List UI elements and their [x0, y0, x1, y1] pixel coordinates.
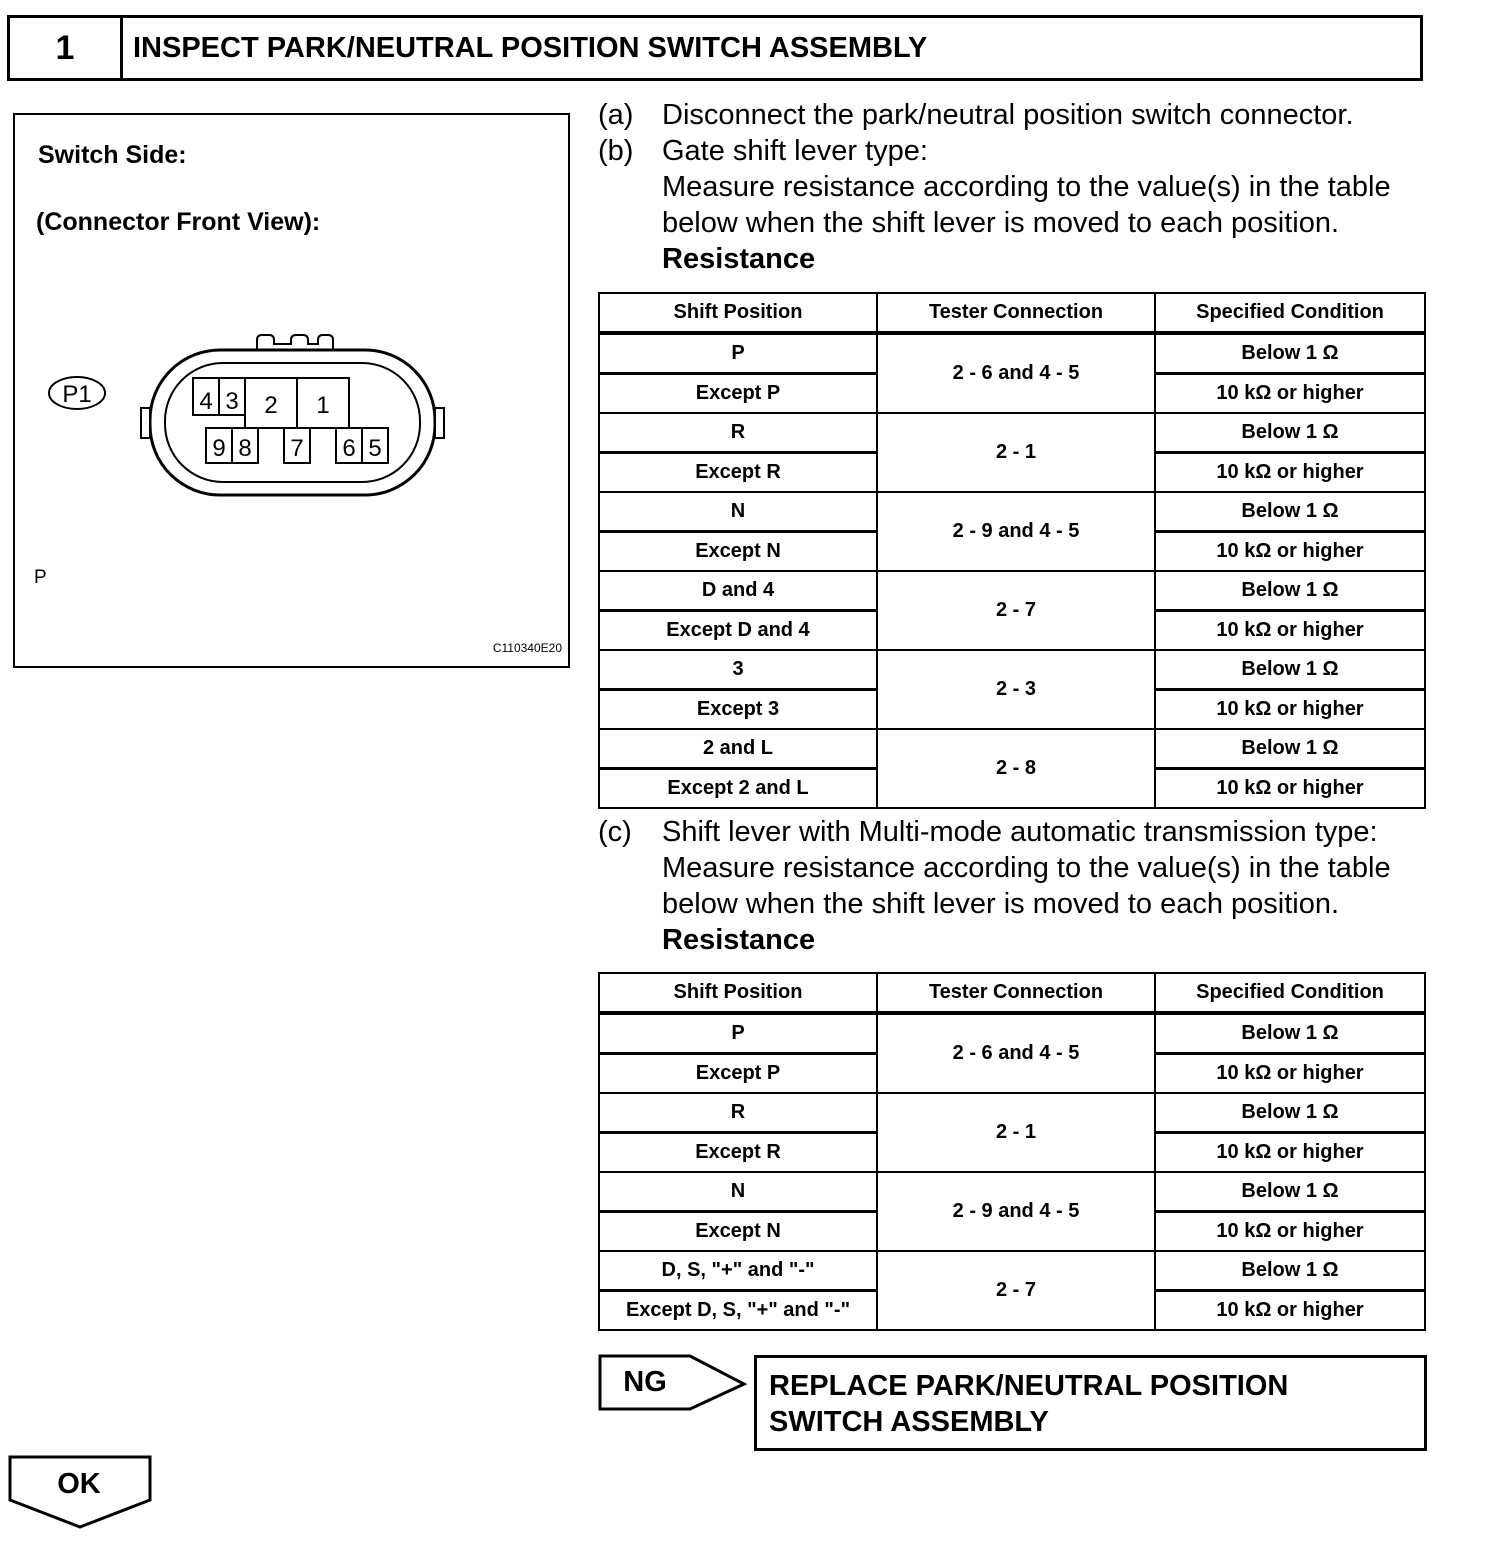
step-c-heading: Resistance	[662, 924, 816, 956]
specified-condition-cell: 10 kΩ or higher	[1155, 1054, 1425, 1094]
terminal-1: 1	[316, 392, 330, 419]
shift-position-cell: Except N	[599, 1212, 877, 1252]
shift-position-cell: Except D, S, "+" and "-"	[599, 1291, 877, 1331]
shift-position-cell: Except D and 4	[599, 611, 877, 651]
tester-connection-cell: 2 - 6 and 4 - 5	[877, 333, 1155, 413]
terminal-5: 5	[368, 435, 382, 462]
tester-connection-cell: 2 - 1	[877, 1093, 1155, 1172]
replace-action-line2: SWITCH ASSEMBLY	[769, 1406, 1049, 1438]
step-number: 1	[10, 18, 123, 78]
specified-condition-cell: Below 1 Ω	[1155, 571, 1425, 611]
shift-position-cell: D, S, "+" and "-"	[599, 1251, 877, 1291]
steps-ab	[598, 97, 1428, 277]
step-a-letter: (a)	[598, 99, 634, 131]
specified-condition-cell: 10 kΩ or higher	[1155, 453, 1425, 493]
table-row	[599, 492, 1425, 532]
step-b-letter: (b)	[598, 135, 634, 167]
step-c-letter: (c)	[598, 816, 632, 848]
terminal-7: 7	[290, 435, 304, 462]
terminal-3: 3	[225, 388, 239, 415]
specified-condition-cell: Below 1 Ω	[1155, 413, 1425, 453]
tester-connection-cell: 2 - 9 and 4 - 5	[877, 492, 1155, 571]
connector-view-label: (Connector Front View):	[36, 208, 321, 236]
shift-position-cell: Except 3	[599, 690, 877, 730]
table-row	[599, 333, 1425, 374]
ng-arrow	[598, 1354, 748, 1417]
figure-code: C110340E20	[492, 641, 562, 655]
connector-tab-right	[435, 408, 444, 438]
col-header-tester-connection: Tester Connection	[877, 293, 1155, 333]
specified-condition-cell: 10 kΩ or higher	[1155, 769, 1425, 809]
table-row	[599, 1172, 1425, 1212]
specified-condition-cell: Below 1 Ω	[1155, 492, 1425, 532]
connector-inner	[165, 363, 420, 482]
specified-condition-cell: Below 1 Ω	[1155, 1172, 1425, 1212]
specified-condition-cell: 10 kΩ or higher	[1155, 1291, 1425, 1331]
ng-label: NG	[623, 1366, 667, 1398]
shift-position-cell: R	[599, 1093, 877, 1133]
tester-connection-cell: 2 - 7	[877, 571, 1155, 650]
shift-position-cell: N	[599, 1172, 877, 1212]
step-b-line1: Gate shift lever type:	[662, 135, 928, 167]
table-row	[599, 650, 1425, 690]
shift-position-cell: Except P	[599, 1054, 877, 1094]
step-b-heading: Resistance	[662, 243, 816, 275]
shift-position-cell: Except R	[599, 453, 877, 493]
specified-condition-cell: 10 kΩ or higher	[1155, 690, 1425, 730]
shift-position-cell: Except P	[599, 374, 877, 414]
step-c-line1: Shift lever with Multi-mode automatic transmission type:	[662, 816, 1378, 848]
specified-condition-cell: Below 1 Ω	[1155, 333, 1425, 374]
tester-connection-cell: 2 - 1	[877, 413, 1155, 492]
tester-connection-cell: 2 - 6 and 4 - 5	[877, 1013, 1155, 1093]
terminal-8: 8	[238, 435, 252, 462]
step-b-line3: below when the shift lever is moved to each position.	[662, 207, 1340, 239]
shift-position-cell: R	[599, 413, 877, 453]
position-label: P	[34, 567, 47, 588]
specified-condition-cell: Below 1 Ω	[1155, 1013, 1425, 1054]
specified-condition-cell: 10 kΩ or higher	[1155, 611, 1425, 651]
connector-tab-left	[141, 408, 150, 438]
col-header-tester-connection: Tester Connection	[877, 973, 1155, 1013]
specified-condition-cell: 10 kΩ or higher	[1155, 1133, 1425, 1173]
tester-connection-cell: 2 - 3	[877, 650, 1155, 729]
tester-connection-cell: 2 - 9 and 4 - 5	[877, 1172, 1155, 1251]
shift-position-cell: Except 2 and L	[599, 769, 877, 809]
shift-position-cell: 2 and L	[599, 729, 877, 769]
col-header-shift-position: Shift Position	[599, 973, 877, 1013]
col-header-specified-condition: Specified Condition	[1155, 293, 1425, 333]
table-row	[599, 1013, 1425, 1054]
specified-condition-cell: Below 1 Ω	[1155, 1251, 1425, 1291]
table-row	[599, 729, 1425, 769]
specified-condition-cell: Below 1 Ω	[1155, 1093, 1425, 1133]
terminal-2: 2	[264, 392, 278, 419]
terminal-9: 9	[212, 435, 226, 462]
table-row	[599, 413, 1425, 453]
col-header-shift-position: Shift Position	[599, 293, 877, 333]
specified-condition-cell: 10 kΩ or higher	[1155, 532, 1425, 572]
tester-connection-cell: 2 - 7	[877, 1251, 1155, 1330]
step-c-line3: below when the shift lever is moved to each position.	[662, 888, 1340, 920]
shift-position-cell: P	[599, 333, 877, 374]
step-a-text: Disconnect the park/neutral position switch connector.	[662, 99, 1354, 131]
step-header	[7, 15, 1423, 81]
connector-figure	[13, 113, 570, 668]
shift-position-cell: Except N	[599, 532, 877, 572]
step-a	[598, 97, 1428, 133]
shift-position-cell: D and 4	[599, 571, 877, 611]
step-c-line2: Measure resistance according to the value(s) in the table	[662, 852, 1391, 884]
specified-condition-cell: 10 kΩ or higher	[1155, 1212, 1425, 1252]
terminal-4: 4	[199, 388, 213, 415]
ok-label: OK	[57, 1468, 101, 1500]
resistance-table-gate	[598, 292, 1426, 809]
table-row	[599, 571, 1425, 611]
table-row	[599, 1093, 1425, 1133]
terminal-6: 6	[342, 435, 356, 462]
shift-position-cell: Except R	[599, 1133, 877, 1173]
col-header-specified-condition: Specified Condition	[1155, 973, 1425, 1013]
specified-condition-cell: Below 1 Ω	[1155, 729, 1425, 769]
connector-id-label: P1	[62, 381, 92, 408]
ng-arrow-shape	[600, 1356, 744, 1409]
step-c	[598, 814, 1428, 958]
switch-side-label: Switch Side:	[38, 141, 187, 169]
ok-arrow	[8, 1455, 156, 1536]
specified-condition-cell: Below 1 Ω	[1155, 650, 1425, 690]
step-b-line2: Measure resistance according to the value(s) in the table	[662, 171, 1391, 203]
specified-condition-cell: 10 kΩ or higher	[1155, 374, 1425, 414]
table-row	[599, 1251, 1425, 1291]
shift-position-cell: 3	[599, 650, 877, 690]
connector-diagram	[45, 330, 465, 510]
replace-action-box	[754, 1355, 1427, 1451]
step-title: INSPECT PARK/NEUTRAL POSITION SWITCH ASSEMBLY	[133, 31, 928, 64]
step-c-block	[598, 814, 1428, 958]
step-b	[598, 133, 1428, 277]
resistance-table-multimode	[598, 972, 1426, 1331]
replace-action-line1: REPLACE PARK/NEUTRAL POSITION	[769, 1370, 1289, 1402]
tester-connection-cell: 2 - 8	[877, 729, 1155, 808]
shift-position-cell: N	[599, 492, 877, 532]
shift-position-cell: P	[599, 1013, 877, 1054]
